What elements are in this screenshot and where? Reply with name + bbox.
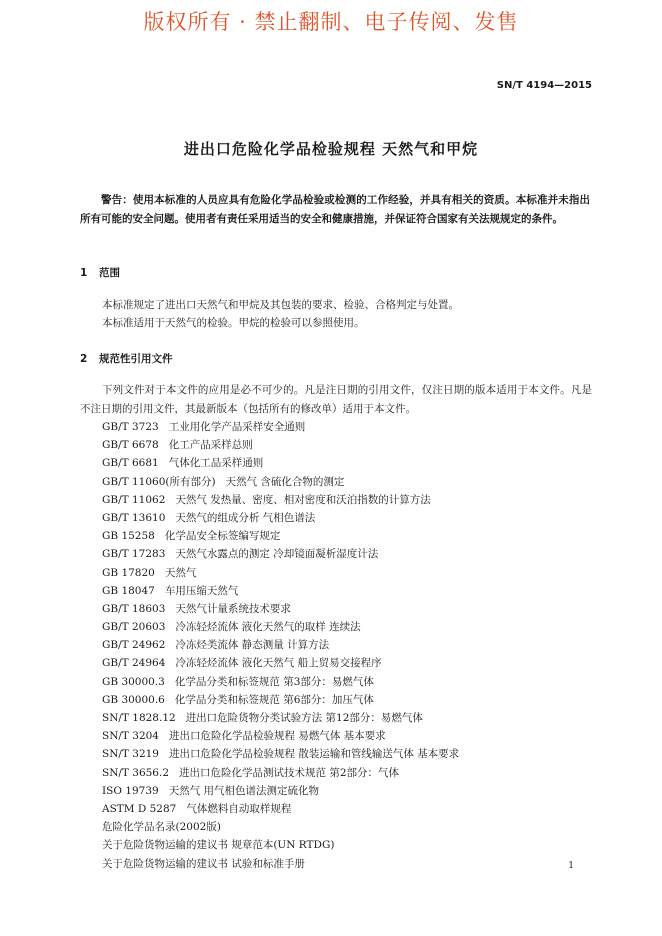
- reference-code: GB/T 11062: [102, 493, 166, 506]
- reference-item: [102, 691, 459, 709]
- reference-title: 进出口危险化学品检验规程 散装运输和管线输送气体 基本要求: [168, 748, 460, 761]
- reference-code: SN/T 3656.2: [102, 766, 169, 779]
- reference-title: 化学品分类和标签规范 第6部分：加压气体: [174, 693, 374, 706]
- reference-code: ASTM D 5287: [102, 802, 177, 815]
- reference-code: GB/T 20603: [102, 621, 166, 634]
- reference-title: 气体燃料自动取样规程: [186, 802, 292, 815]
- reference-code: GB/T 24964: [102, 657, 166, 670]
- reference-title: 冷冻轻烃流体 液化天然气 船上贸易交接程序: [175, 657, 382, 670]
- reference-item: [102, 454, 459, 472]
- reference-code: GB 17820: [102, 566, 155, 579]
- reference-item: [102, 818, 459, 836]
- section-1-heading: [80, 265, 120, 280]
- reference-item: [102, 764, 459, 782]
- reference-item: [102, 418, 459, 436]
- reference-code: GB/T 24962: [102, 639, 166, 652]
- reference-title: 进出口危险化学品检验规程 易燃气体 基本要求: [168, 730, 386, 743]
- reference-title: 工业用化学产品采样安全通则: [168, 421, 306, 433]
- reference-item: [102, 709, 459, 727]
- reference-code: GB/T 6678: [102, 439, 159, 452]
- reference-code: GB 30000.3: [102, 675, 165, 688]
- reference-item: [102, 527, 459, 545]
- reference-list: [102, 418, 459, 873]
- reference-title: 气体化工品采样通则: [168, 457, 264, 470]
- document-title: 进出口危险化学品检验规程 天然气和甲烷: [183, 140, 479, 158]
- reference-item: [102, 436, 459, 454]
- reference-item: [102, 673, 459, 691]
- reference-code: GB/T 11060(所有部分): [102, 475, 216, 488]
- reference-item: [102, 727, 459, 745]
- reference-item: [102, 836, 459, 854]
- reference-title: 天然气水露点的测定 冷却镜面凝析湿度计法: [175, 548, 379, 561]
- reference-title: 天然气: [164, 566, 197, 579]
- reference-title: 化工产品采样总则: [168, 439, 253, 452]
- reference-item: [102, 618, 459, 636]
- reference-item: [102, 654, 459, 672]
- reference-code: GB 15258: [102, 530, 155, 543]
- reference-item: [102, 636, 459, 654]
- warning-paragraph: 警告：使用本标准的人员应具有危险化学品检验或检测的工作经验，并具有相关的资质。本标准并未指出所有可能的安全问题。使用者有责任采用适当的安全和健康措施，并保证符合国家有关法规规定的条件。: [80, 194, 590, 225]
- reference-item: [102, 473, 459, 491]
- reference-item: [102, 800, 459, 818]
- page-number: 1: [568, 861, 574, 871]
- reference-code: GB/T 13610: [102, 511, 166, 524]
- section-2-heading: [80, 351, 173, 366]
- reference-title: 进出口危险化学品测试技术规范 第2部分：气体: [179, 766, 400, 779]
- section-2-title: 规范性引用文件: [99, 353, 173, 365]
- reference-code: GB/T 6681: [102, 457, 159, 470]
- reference-title: 危险化学品名录(2002版): [102, 821, 221, 834]
- scope-paragraph-1: 本标准规定了进出口天然气和甲烷及其包装的要求、检验、合格判定与处置。: [102, 299, 459, 311]
- reference-title: 天然气 含硫化合物的测定: [225, 475, 345, 488]
- reference-title: 化学品安全标签编写规定: [164, 530, 281, 543]
- reference-code: GB/T 3723: [102, 421, 159, 433]
- reference-item: [102, 564, 459, 582]
- reference-code: SN/T 3204: [102, 730, 159, 743]
- reference-title: 天然气 发热量、密度、相对密度和沃泊指数的计算方法: [175, 493, 431, 506]
- reference-title: 化学品分类和标签规范 第3部分：易燃气体: [174, 675, 374, 688]
- reference-item: [102, 582, 459, 600]
- section-1-title: 范围: [99, 267, 120, 279]
- reference-title: 进出口危险货物分类试验方法 第12部分：易燃气体: [185, 712, 423, 724]
- reference-code: GB/T 18603: [102, 602, 166, 615]
- reference-code: ISO 19739: [102, 784, 159, 797]
- reference-title: 关于危险货物运输的建议书 规章范本(UN RTDG): [102, 839, 335, 852]
- reference-title: 冷冻轻烃流体 液化天然气的取样 连续法: [175, 621, 361, 634]
- reference-item: [102, 782, 459, 800]
- scope-paragraph-2: 本标准适用于天然气的检验。甲烷的检验可以参照使用。: [102, 317, 365, 329]
- reference-item: [102, 600, 459, 618]
- reference-item: [102, 509, 459, 527]
- reference-item: [102, 745, 459, 763]
- reference-title: 关于危险货物运输的建议书 试验和标准手册: [102, 857, 305, 870]
- reference-title: 冷冻烃类流体 静态测量 计算方法: [175, 639, 330, 652]
- reference-code: SN/T 3219: [102, 748, 159, 761]
- reference-code: GB/T 17283: [102, 548, 166, 561]
- reference-code: SN/T 1828.12: [102, 712, 176, 724]
- standard-code: SN/T 4194—2015: [496, 80, 592, 91]
- reference-title: 天然气计量系统技术要求: [175, 602, 291, 615]
- reference-code: GB 18047: [102, 584, 155, 597]
- section-1-number: 1: [80, 267, 88, 279]
- reference-title: 天然气的组成分析 气相色谱法: [175, 511, 316, 524]
- reference-code: GB 30000.6: [102, 693, 165, 706]
- reference-item: [102, 855, 459, 873]
- reference-title: 车用压缩天然气: [164, 584, 239, 597]
- section-2-number: 2: [80, 353, 88, 365]
- reference-item: [102, 545, 459, 563]
- copyright-watermark: 版权所有 · 禁止翻制、电子传阅、发售: [143, 10, 519, 34]
- reference-title: 天然气 用气相色谱法测定硫化物: [168, 784, 320, 797]
- reference-item: [102, 491, 459, 509]
- references-intro: 下列文件对于本文件的应用是必不可少的。凡是注日期的引用文件，仅注日期的版本适用于本文件。凡是不注日期的引用文件，其最新版本（包括所有的修改单）适用于本文件。: [80, 384, 592, 415]
